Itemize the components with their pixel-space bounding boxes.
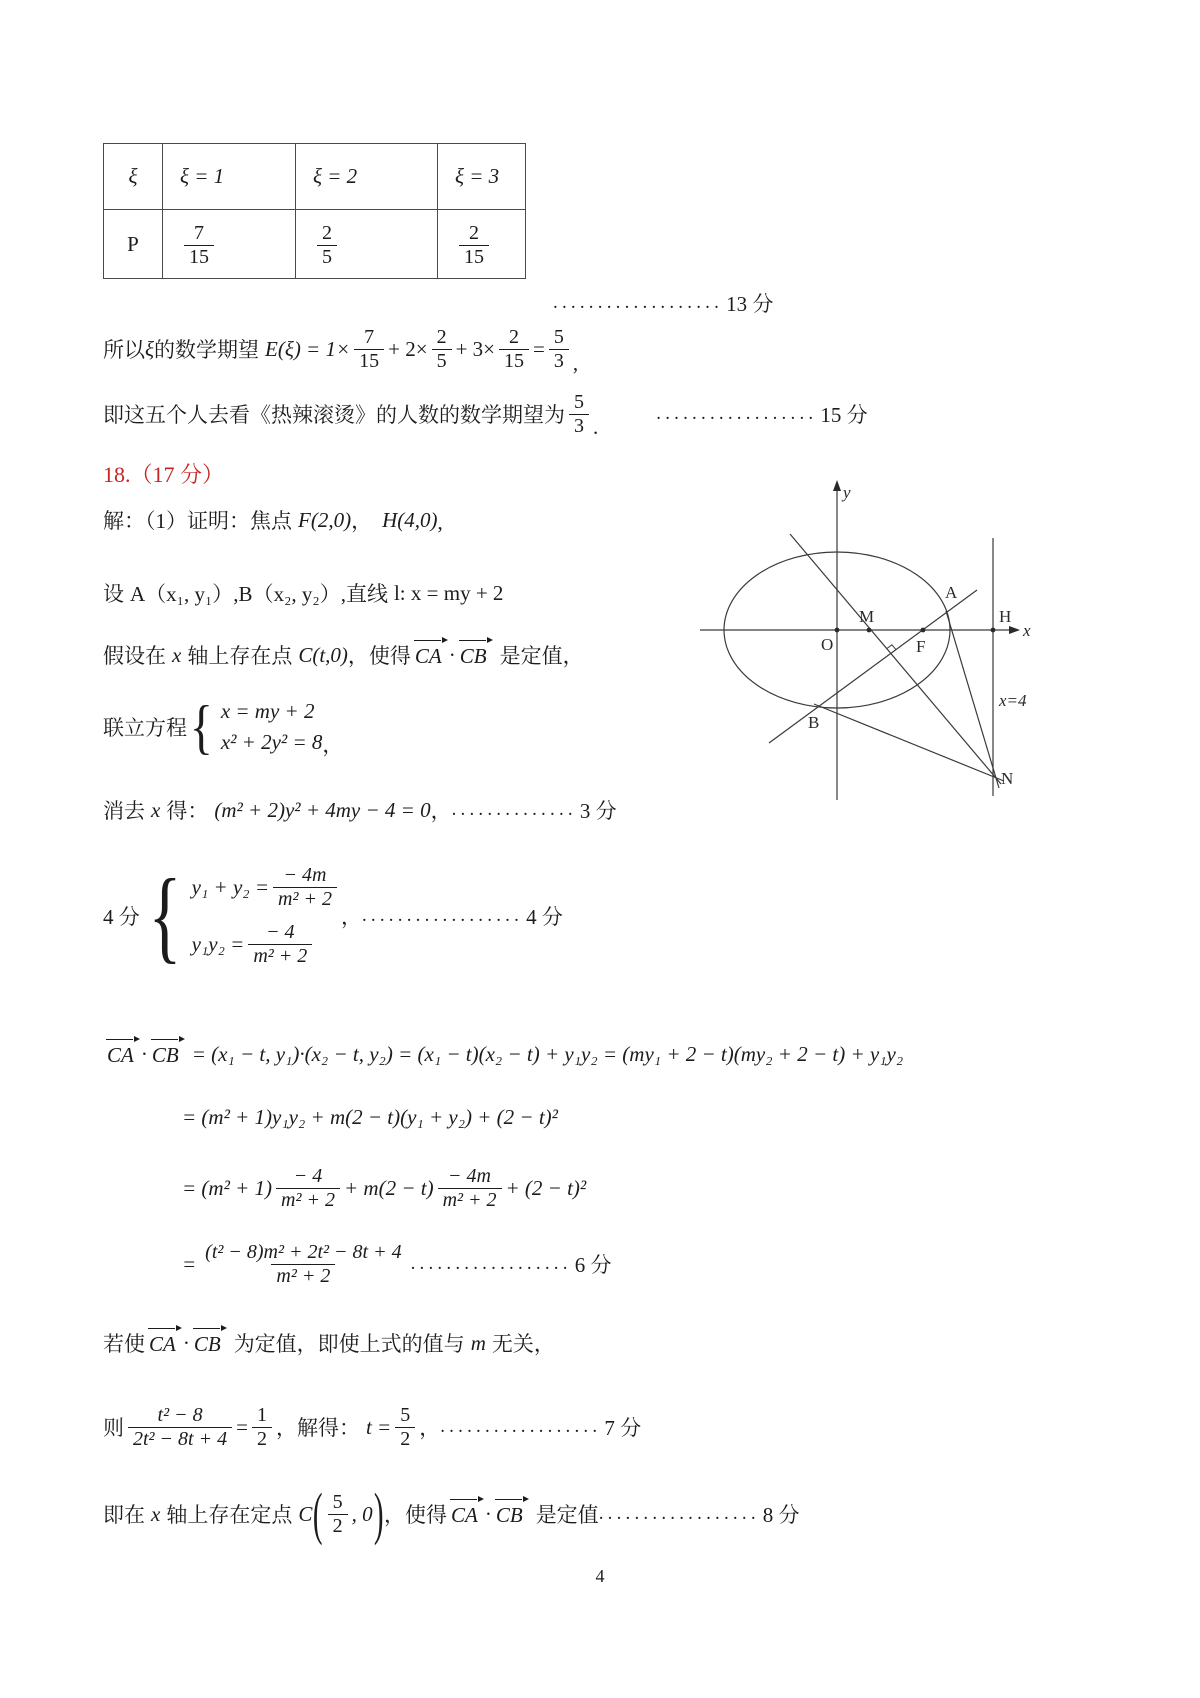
comma: , <box>437 510 443 534</box>
y1-plus-y2: y₁ + y₂ = <box>191 875 270 899</box>
dot-leader: .............. <box>451 799 577 820</box>
focus-f-coords: F(2,0) <box>298 507 352 532</box>
expansion-rest: = (x₁ − t, y₁)·(x₂ − t, y₂) = (x₁ − t)(x₂ − t) + y₁y₂ = (my₁ + 2 − t)(my₂ + 2 − t) + y₁y₂ <box>191 1041 904 1066</box>
label-x: x <box>1023 621 1031 640</box>
text-de: 得： <box>166 799 209 823</box>
point-H <box>991 628 996 633</box>
right-paren: ) <box>373 1481 384 1547</box>
table-cell-p2 <box>296 210 438 279</box>
eliminate-x-line <box>103 795 617 825</box>
fraction-neg4: $\frac{- 4}{\text{m² + 2}}$ <box>248 921 312 968</box>
m-var: m <box>470 1330 486 1355</box>
text-wuguan: 无关， <box>491 1332 555 1356</box>
text-ze: 则 <box>103 1416 124 1440</box>
assumption-line <box>103 640 584 670</box>
x-var: x <box>151 1501 161 1526</box>
label-F: F <box>916 637 926 656</box>
text-jie-proof: 解：（1）证明：焦点 <box>103 509 292 533</box>
fraction-7-15: $\frac{7}{15}$ <box>354 326 384 373</box>
period: . <box>593 415 599 439</box>
quadratic-in-y: (m² + 2)y² + 4my − 4 = 0 <box>214 797 431 822</box>
h-coords: H(4,0) <box>382 507 438 532</box>
dot-leader: .................. <box>361 905 524 926</box>
final-conclusion-line <box>103 1482 800 1546</box>
label-H: H <box>999 607 1012 626</box>
right-angle-mark <box>887 645 896 650</box>
text-axis-point: 轴上存在点 <box>187 644 293 668</box>
text-jizai: 即在 <box>103 1503 145 1527</box>
distribution-table <box>103 143 526 279</box>
setup-points-line <box>103 578 503 608</box>
equals-sign: = <box>533 336 545 361</box>
label-x-equals-4: x=4 <box>999 691 1027 710</box>
solution-intro-line <box>103 505 443 535</box>
conclusion-line-15 <box>103 388 868 440</box>
equals-sign: = <box>236 1414 248 1439</box>
fraction-7-15: $\frac{7}{15}$ <box>184 222 214 269</box>
table-cell-p3 <box>438 210 526 279</box>
vector-cb: CB <box>192 1329 226 1357</box>
text-jiashe: 假设在 <box>103 644 166 668</box>
fraction-5-2: $\frac{5}{2}$ <box>328 1491 348 1538</box>
dot-product-expansion-line3 <box>182 1160 586 1216</box>
line-an <box>946 611 999 788</box>
x-var: x <box>151 797 161 822</box>
fraction-result: $\frac{\text{(t² − 8)m² + 2t² − 8t + 4}}{\text{m² + 2}}$ <box>205 1240 402 1287</box>
text-independent: 为定值，即使上式的值与 <box>233 1332 465 1356</box>
vector-ca: CA <box>105 1040 139 1068</box>
vieta-product-row <box>192 921 317 968</box>
dot-leader: .................. <box>440 1416 602 1437</box>
comma: ， <box>430 799 452 823</box>
plus-3x: + 3× <box>455 336 496 361</box>
label-O: O <box>821 635 834 654</box>
line-mn <box>790 534 1001 784</box>
e-xi-equals: E(ξ) = 1× <box>265 336 351 361</box>
system-eq1: x = my + 2 <box>220 699 315 723</box>
plus-2x: + 2× <box>388 336 428 361</box>
left-paren: ( <box>313 1481 323 1547</box>
comma: ， <box>419 1416 441 1440</box>
table-header-xi1: ξ = 1 <box>163 144 296 210</box>
text-shide: ，使得 <box>347 644 411 668</box>
vector-ca: CA <box>449 1500 483 1528</box>
dot-leader: .................. <box>598 1503 760 1524</box>
score-label-15: 15 分 <box>820 403 868 427</box>
c-label: C <box>298 1501 313 1526</box>
table-corner-cell: ξ <box>104 144 163 210</box>
score-label-3: 3 分 <box>579 799 617 823</box>
label-M: M <box>859 607 875 626</box>
dot-product-expansion-line2 <box>182 1105 558 1130</box>
text-fixed-point: 轴上存在定点 <box>166 1503 293 1527</box>
label-A: A <box>945 583 958 602</box>
fraction-neg4: $\frac{- 4}{\text{m² + 2}}$ <box>276 1165 340 1212</box>
text-conclusion: 即这五个人去看《热辣滚烫》的人数的数学期望为 <box>103 403 565 427</box>
middle-term: + m(2 − t) <box>343 1175 434 1200</box>
score-label-13: 13 分 <box>726 292 774 316</box>
text-jiede: ，解得： <box>275 1416 360 1440</box>
line-l-equation: l: x = my + 2 <box>393 580 504 605</box>
text-ruoshi: 若使 <box>103 1332 145 1356</box>
vector-ca: CA <box>147 1329 181 1357</box>
label-y: y <box>843 483 851 502</box>
text-expectation: 的数学期望 <box>154 338 259 362</box>
dot-operator: · <box>182 1330 190 1355</box>
fraction-5-2: $\frac{5}{2}$ <box>395 1404 415 1451</box>
text-constant-value: 是定值 <box>535 1503 599 1527</box>
fraction-neg4m: $\frac{- 4m}{\text{m² + 2}}$ <box>273 864 337 911</box>
table-cell-p1 <box>163 210 296 279</box>
text-xiaoqu: 消去 <box>103 799 145 823</box>
points-ab: A（x₁, y₁）,B（x₂, y₂）, <box>130 582 346 606</box>
equals-sign: = <box>182 1251 197 1276</box>
line-bn <box>814 704 1004 781</box>
table-header-xi3: ξ = 3 <box>438 144 526 210</box>
square-term: + (2 − t)² <box>505 1175 587 1200</box>
system-of-equations-line <box>103 695 343 759</box>
score-label-8: 8 分 <box>762 1503 800 1527</box>
score-label-4: 4 分 <box>526 905 563 929</box>
point-O <box>835 628 840 633</box>
fraction-2-5: $\frac{2}{5}$ <box>317 222 337 269</box>
x-axis-arrow-icon <box>1009 626 1020 634</box>
factor-m2plus1: = (m² + 1) <box>182 1175 273 1200</box>
fraction-t2-8: $\frac{\text{t² − 8}}{\text{2t² − 8t + 4}}$ <box>128 1404 232 1451</box>
point-F <box>921 628 926 633</box>
score-label-6: 6 分 <box>574 1253 612 1277</box>
dot-operator: · <box>448 642 456 667</box>
vector-cb: CB <box>458 641 492 669</box>
point-M <box>867 628 872 633</box>
dot-operator: · <box>484 1501 492 1526</box>
xi-symbol: ξ <box>145 336 154 361</box>
label-B: B <box>808 713 820 732</box>
constant-condition-line <box>103 1328 555 1358</box>
fraction-1-2: $\frac{1}{2}$ <box>252 1404 272 1451</box>
dot-product-expansion-line1 <box>103 1040 903 1068</box>
ellipse-diagram <box>635 440 1055 808</box>
dot-operator: · <box>140 1041 148 1066</box>
comma: ， <box>340 905 362 929</box>
text-she: 设 <box>103 582 124 606</box>
vieta-sum-row <box>192 864 341 911</box>
comma: , <box>572 351 579 375</box>
left-brace: { <box>148 858 182 973</box>
fraction-5-3: $\frac{5}{3}$ <box>549 326 569 373</box>
vector-cb: CB <box>150 1040 184 1068</box>
fraction-neg4m: $\frac{- 4m}{\text{m² + 2}}$ <box>438 1165 502 1212</box>
table-header-xi2: ξ = 2 <box>296 144 438 210</box>
table-row-label: P <box>104 210 163 279</box>
text-constant: 是定值， <box>499 644 584 668</box>
vieta-theorem-line <box>103 855 563 977</box>
fraction-5-3: $\frac{5}{3}$ <box>569 391 589 438</box>
x-var: x <box>172 642 182 667</box>
fraction-2-5: $\frac{2}{5}$ <box>432 326 452 373</box>
dot-leader: ................... <box>553 292 724 313</box>
text-shide: ，使得 <box>384 1503 447 1527</box>
y-axis-arrow-icon <box>833 480 841 491</box>
score-label-7: 7 分 <box>604 1416 642 1440</box>
left-brace: { <box>189 694 213 760</box>
solve-t-line <box>103 1398 641 1456</box>
label-N: N <box>1001 769 1014 788</box>
expansion-line2: = (m² + 1)y₁y₂ + m(2 − t)(y₁ + y₂) + (2 − t)² <box>182 1105 558 1129</box>
vector-ca: CA <box>413 641 447 669</box>
comma: ， <box>322 733 344 757</box>
zero-coordinate: , 0 <box>351 1501 373 1526</box>
fraction-2-15: $\frac{2}{15}$ <box>459 222 489 269</box>
separator-comma: ， <box>351 509 373 533</box>
system-eq2: x² + 2y² = 8 <box>220 730 323 754</box>
page-number: 4 <box>595 1566 605 1586</box>
t-equals: t = <box>365 1414 392 1439</box>
dot-leader: .................. <box>410 1253 572 1274</box>
expectation-line <box>103 322 578 376</box>
text-lianli: 联立方程 <box>103 716 187 740</box>
text-weida: 4 分 <box>103 905 140 929</box>
vector-cb: CB <box>494 1500 528 1528</box>
problem-18-heading: 18.（17 分） <box>103 462 225 487</box>
text-zhixian: 直线 <box>345 582 388 606</box>
dot-leader: .................. <box>656 403 818 424</box>
dot-product-expansion-line4 <box>182 1235 611 1293</box>
y1-times-y2: y₁y₂ = <box>191 932 245 956</box>
fraction-2-15: $\frac{2}{15}$ <box>499 326 529 373</box>
text-suoyi: 所以 <box>103 338 145 362</box>
score-line-13 <box>553 288 773 318</box>
c-t0-coords: C(t,0) <box>298 642 348 667</box>
